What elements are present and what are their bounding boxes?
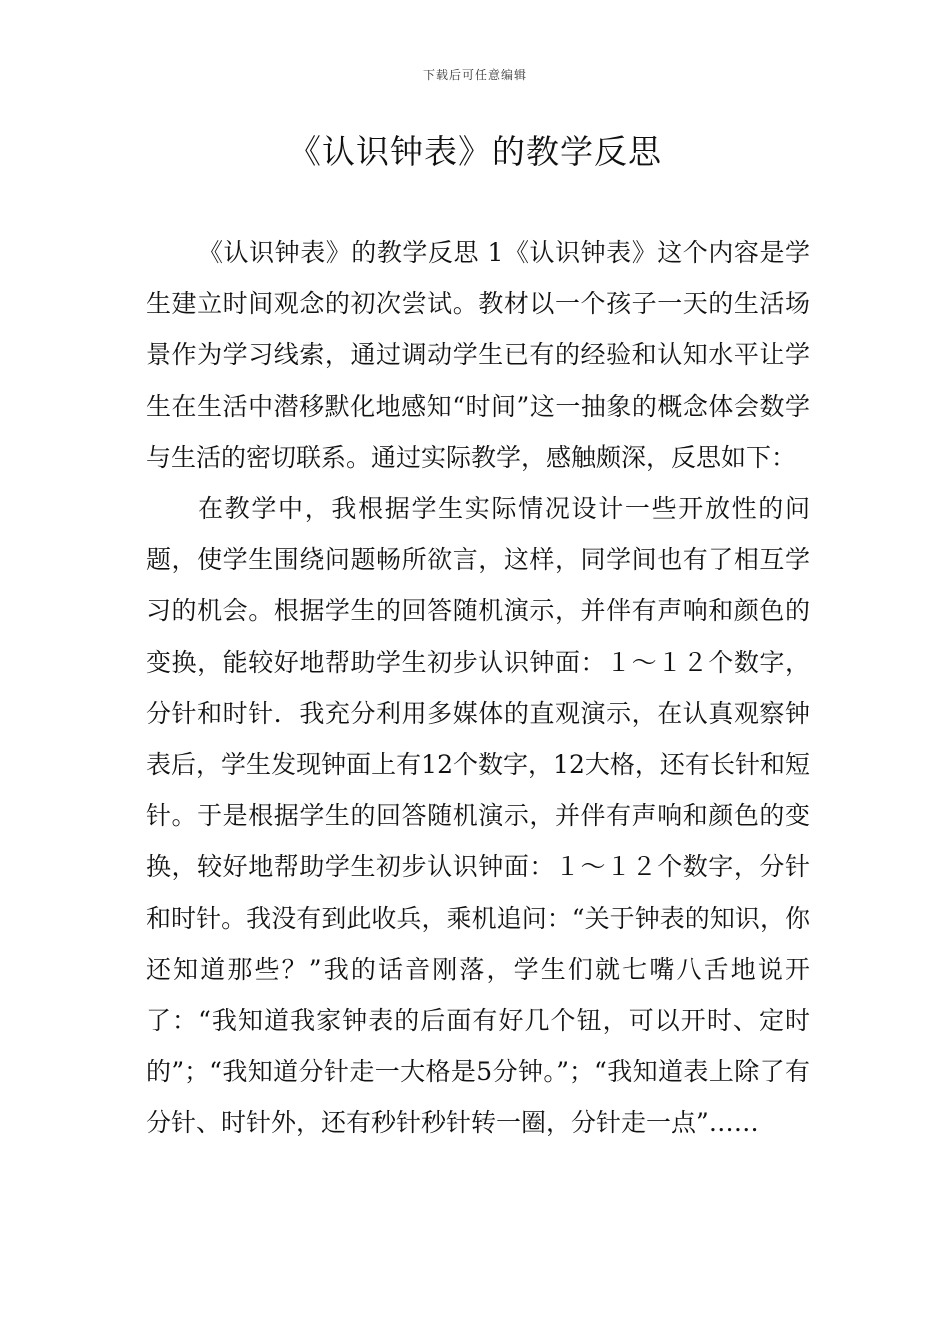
document-body: [146, 227, 810, 1149]
document-title: 《认识钟表》的教学反思: [288, 132, 662, 171]
header-note: 下载后可任意编辑: [422, 68, 527, 82]
paragraph-teaching: 在教学中，我根据学生实际情况设计一些开放性的问题，使学生围绕问题畅所欲言，这样，同学间也有了相互学习的机会。根据学生的回答随机演示，并伴有声响和颜色的变换，能较好地帮助学生初步认识钟面：１～１２个数字，分针和时针．我充分利用多媒体的直观演示，在认真观察钟表后，学生发现钟面上有12个数字，12大格，还有长针和短针。于是根据学生的回答随机演示，并伴有声响和颜色的变换，较好地帮助学生初步认识钟面：１～１２个数字，分针和时针。我没有到此收兵，乘机追问：“关于钟表的知识，你还知道那些？”我的话音刚落，学生们就七嘴八舌地说开了：“我知道我家钟表的后面有好几个钮，可以开时、定时的”；“我知道分针走一大格是5分钟。”；“我知道表上除了有分针、时针外，还有秒针秒针转一圈，分针走一点”……: [146, 494, 810, 1138]
paragraph-intro: 《认识钟表》的教学反思 1《认识钟表》这个内容是学生建立时间观念的初次尝试。教材以一个孩子一天的生活场景作为学习线索，通过调动学生已有的经验和认知水平让学生在生活中潜移默化地感知“时间”这一抽象的概念体会数学与生活的密切联系。通过实际教学，感触颇深，反思如下：: [146, 238, 810, 472]
